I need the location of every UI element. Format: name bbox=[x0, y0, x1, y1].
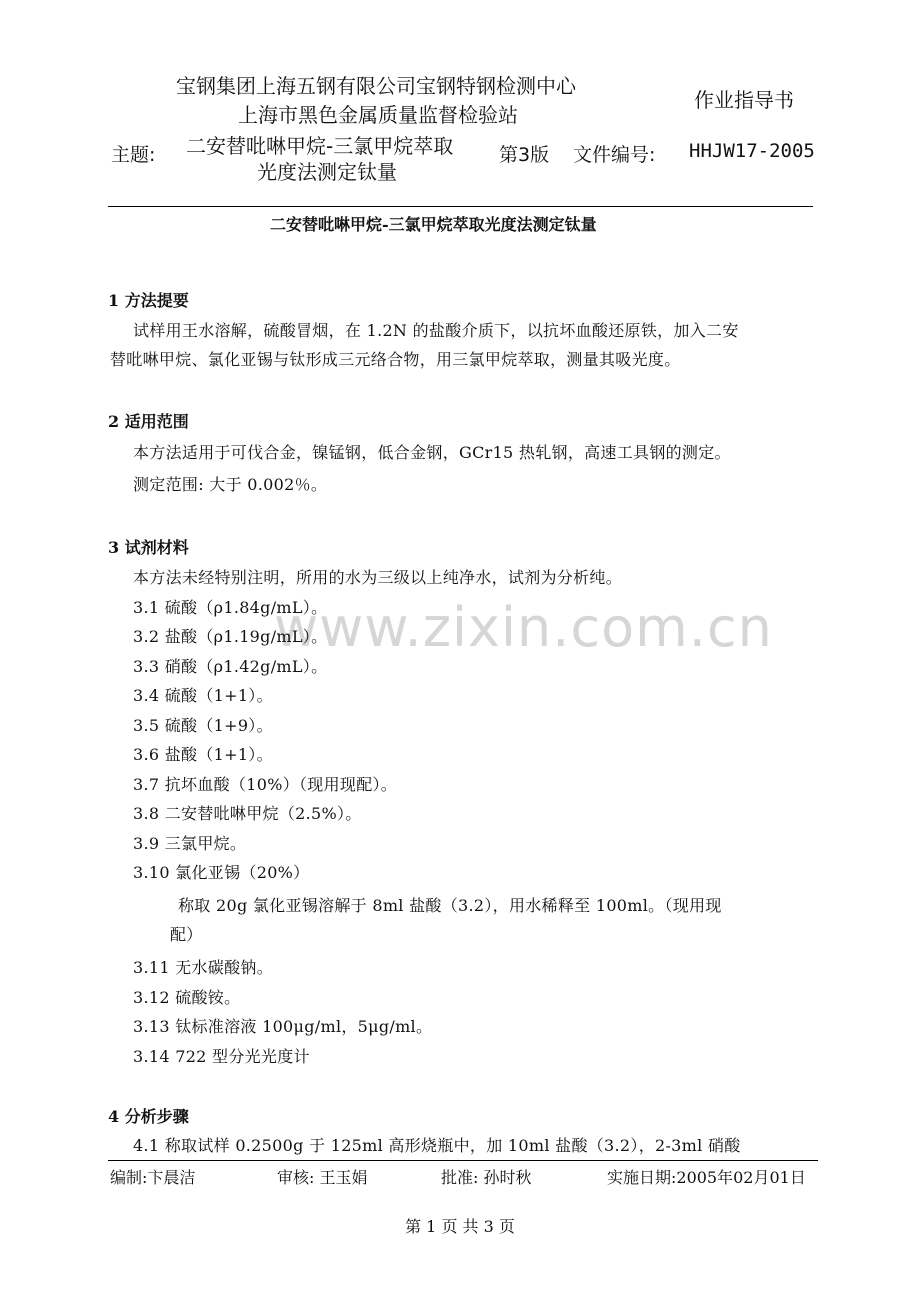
footer-divider bbox=[108, 1160, 818, 1161]
version-label: 第3版 bbox=[499, 144, 550, 166]
reagent-item: 3.4 硫酸（1+1）。 bbox=[133, 686, 273, 705]
section-1-line1: 试样用王水溶解，硫酸冒烟，在 1.2N 的盐酸介质下，以抗坏血酸还原铁，加入二安 bbox=[133, 321, 739, 340]
section-3-intro: 本方法未经特别注明，所用的水为三级以上纯净水，试剂为分析纯。 bbox=[133, 568, 623, 587]
reagent-item: 3.5 硫酸（1+9）。 bbox=[133, 716, 273, 735]
section-heading-3: 3 试剂材料 bbox=[108, 538, 189, 557]
file-number-value: HHJW17-2005 bbox=[689, 140, 815, 162]
org-name-line1: 宝钢集团上海五钢有限公司宝钢特钢检测中心 bbox=[176, 74, 576, 98]
section-2-line2: 测定范围: 大于 0.002％。 bbox=[133, 475, 328, 494]
footer-reviewer: 审核: 王玉娟 bbox=[277, 1168, 368, 1187]
reagent-item: 3.11 无水碳酸钠。 bbox=[133, 958, 274, 977]
section-heading-2: 2 适用范围 bbox=[108, 412, 189, 431]
reagent-note-line1: 称取 20g 氯化亚锡溶解于 8ml 盐酸（3.2），用水稀释至 100ml。（现用现 bbox=[178, 896, 722, 915]
reagent-item: 3.2 盐酸（ρ1.19g/mL）。 bbox=[133, 627, 328, 646]
footer-approver: 批准: 孙时秋 bbox=[441, 1168, 532, 1187]
document-title: 二安替吡啉甲烷-三氯甲烷萃取光度法测定钛量 bbox=[270, 215, 597, 234]
reagent-item: 3.1 硫酸（ρ1.84g/mL）。 bbox=[133, 598, 328, 617]
section-4-line1: 4.1 称取试样 0.2500g 于 125ml 高形烧瓶中，加 10ml 盐酸（3.2），2-3ml 硝酸 bbox=[133, 1136, 741, 1155]
reagent-item: 3.6 盐酸（1+1）。 bbox=[133, 745, 273, 764]
reagent-item: 3.13 钛标准溶液 100μg/ml，5μg/ml。 bbox=[133, 1017, 433, 1036]
reagent-item: 3.8 二安替吡啉甲烷（2.5%）。 bbox=[133, 804, 362, 823]
subject-label: 主题: bbox=[111, 144, 156, 166]
page-number: 第 1 页 共 3 页 bbox=[405, 1217, 515, 1236]
header-divider bbox=[108, 206, 813, 207]
file-number-label: 文件编号: bbox=[573, 144, 656, 166]
section-2-line1: 本方法适用于可伐合金，镍锰钢，低合金钢，GCr15 热轧钢，高速工具钢的测定。 bbox=[133, 443, 731, 462]
reagent-item: 3.9 三氯甲烷。 bbox=[133, 834, 247, 853]
subject-line1: 二安替吡啉甲烷-三氯甲烷萃取 bbox=[186, 134, 454, 158]
section-1-line2: 替吡啉甲烷、氯化亚锡与钛形成三元络合物，用三氯甲烷萃取，测量其吸光度。 bbox=[110, 350, 681, 369]
subject-line2: 光度法测定钛量 bbox=[257, 160, 397, 184]
section-heading-4: 4 分析步骤 bbox=[108, 1107, 189, 1126]
section-heading-1: 1 方法提要 bbox=[108, 291, 189, 310]
doc-type: 作业指导书 bbox=[694, 88, 794, 112]
footer-compiler: 编制:卞晨洁 bbox=[110, 1168, 196, 1187]
watermark-text: www.zixin.com.cn bbox=[274, 596, 773, 659]
reagent-note-line2: 配） bbox=[170, 925, 203, 944]
footer-date: 实施日期:2005年02月01日 bbox=[607, 1168, 806, 1187]
reagent-item: 3.12 硫酸铵。 bbox=[133, 988, 241, 1007]
org-name-line2: 上海市黑色金属质量监督检验站 bbox=[238, 103, 518, 127]
reagent-item: 3.7 抗坏血酸（10%）（现用现配）。 bbox=[133, 775, 398, 794]
reagent-item: 3.3 硝酸（ρ1.42g/mL）。 bbox=[133, 657, 328, 676]
reagent-item: 3.10 氯化亚锡（20%） bbox=[133, 863, 310, 882]
reagent-item: 3.14 722 型分光光度计 bbox=[133, 1047, 310, 1066]
